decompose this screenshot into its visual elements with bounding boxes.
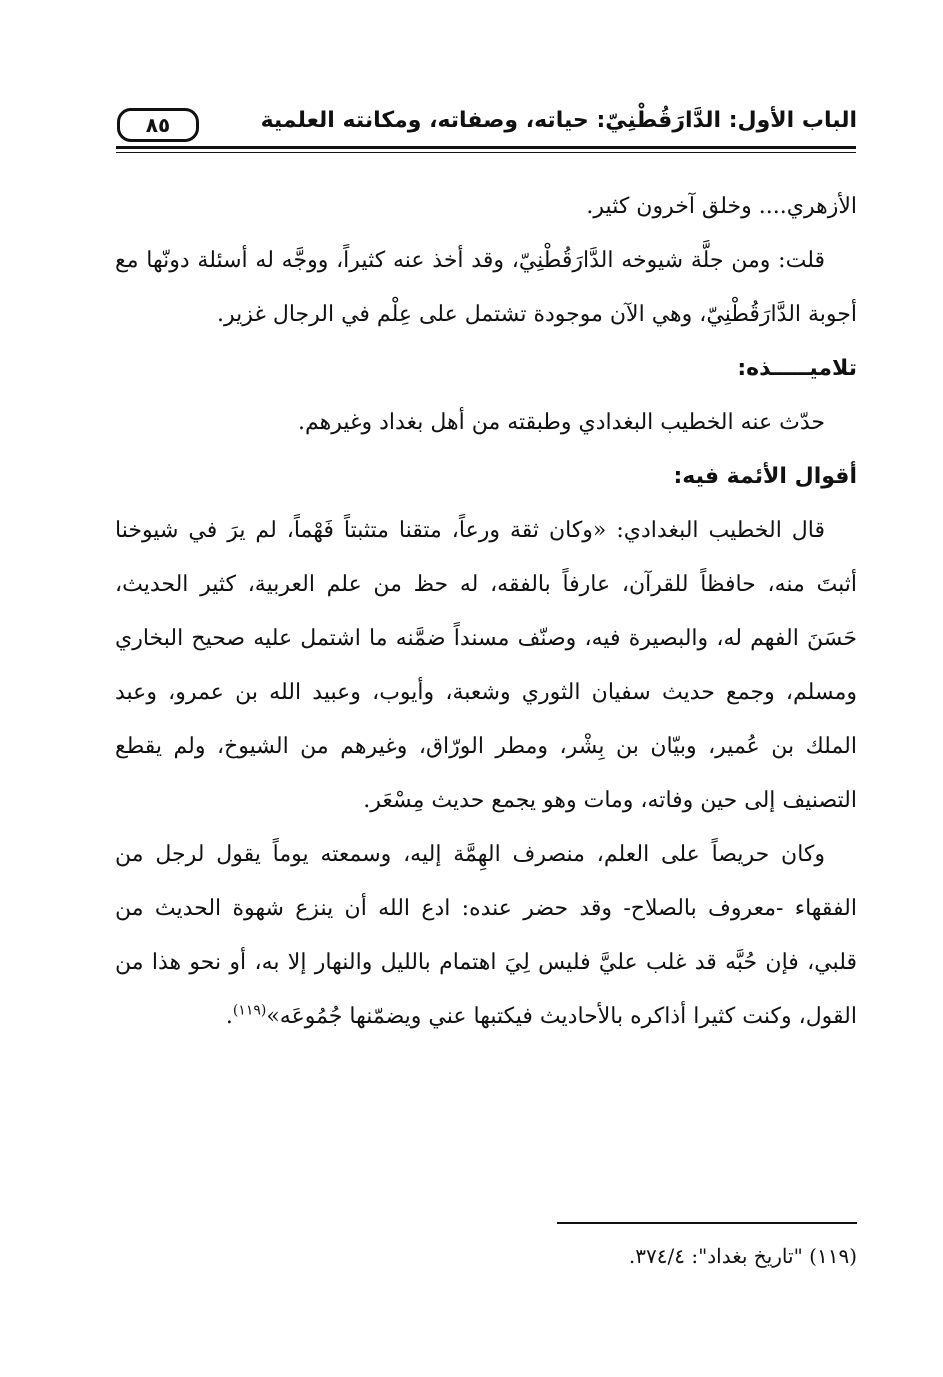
paragraph-eagerness: [115, 828, 857, 1044]
page-number-badge: ٨٥: [117, 108, 199, 142]
paragraph-end-mark: .: [225, 1004, 233, 1029]
footnote-text: (١١٩) "تاريخ بغداد": ٣٧٤/٤.: [628, 1244, 857, 1268]
header-rule-thin: [116, 152, 856, 153]
paragraph-note: قلت: ومن جلَّة شيوخه الدَّارَقُطْنِيّ، وقد أخذ عنه كثيراً، ووجَّه له أسئلة دونّها مع أجوبة الدَّارَقُطْنِيّ، وهي الآن موجودة تشتمل على عِلْم في الرجال غزير.: [115, 248, 857, 327]
paragraph-intro: الأزهري.... وخلق آخرون كثير.: [586, 194, 857, 219]
paragraph-khatib-quote: قال الخطيب البغدادي: «وكان ثقة ورعاً، متقنا متثبتاً فَهْماً، لم يرَ في شيوخنا أثبتَ منه، حافظاً للقرآن، عارفاً بالفقه، له حظ من علم العربية، كثير الحديث، حَسَنَ الفهم له، والبصيرة فيه، وصنّف مسنداً ضمَّنه ما اشتمل عليه صحيح البخاري ومسلم، وجمع حديث سفيان الثوري وشعبة، وأيوب، وعبيد الله بن عمرو، وعبد الملك بن عُمير، وبيّان بن بِشْر، ومطر الورّاق، وغيرهم من الشيوخ، ولم يقطع التصنيف إلى حين وفاته، ومات وهو يجمع حديث مِسْعَر.: [115, 518, 857, 813]
chapter-header-title: الباب الأول: الدَّارَقُطْنِيّ: حياته، وصفاته، ومكانته العلمية: [260, 108, 857, 133]
heading-students: تلاميـــــذه:: [737, 356, 857, 381]
main-text: [115, 180, 857, 1044]
heading-scholars-sayings: أقوال الأئمة فيه:: [673, 464, 857, 489]
paragraph-eagerness-text: وكان حريصاً على العلم، منصرف الهِمَّة إليه، وسمعته يوماً يقول لرجل من الفقهاء -معروف بالصلاح- وقد حضر عنده: ادع الله أن ينزع شهوة الحديث من قلبي، فإن حُبَّه قد غلب عليَّ فليس لِيَ اهتمام بالليل والنهار إلا به، أو نحو هذا من القول، وكنت كثيرا أذاكره بالأحاديث فيكتبها عني ويضمّنها جُمُوعَه»: [115, 842, 857, 1029]
header-rule-thick: [116, 146, 856, 149]
footnote-reference[interactable]: (١١٩): [232, 1002, 267, 1019]
footnote-separator: [557, 1222, 857, 1224]
paragraph-students: حدّث عنه الخطيب البغدادي وطبقته من أهل بغداد وغيرهم.: [298, 410, 825, 435]
